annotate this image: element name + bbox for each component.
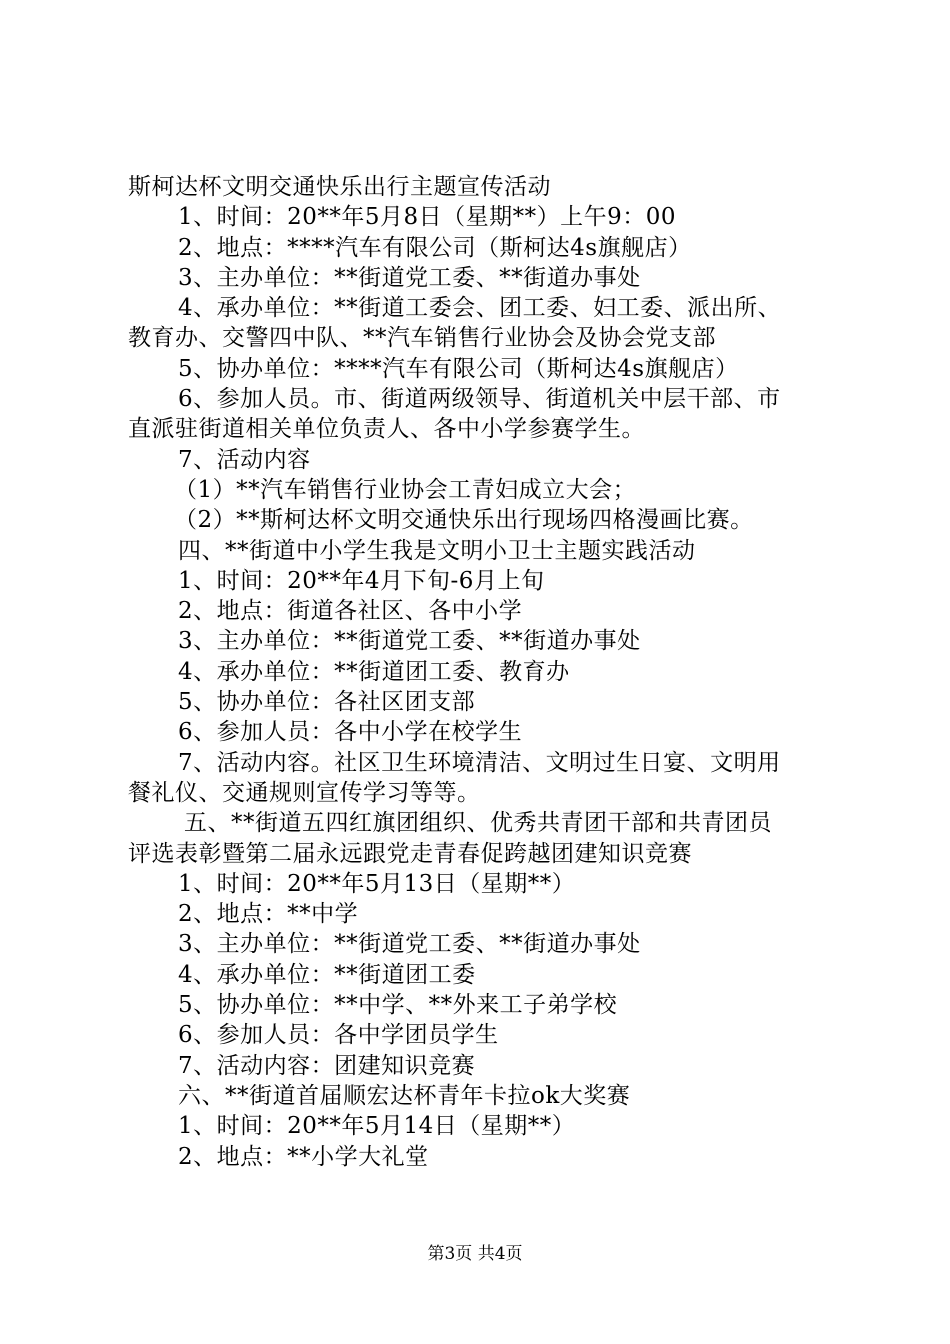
- paragraph-line: 4、承办单位：**街道工委会、团工委、妇工委、派出所、: [178, 295, 782, 322]
- paragraph-line: 6、参加人员。市、街道两级领导、街道机关中层干部、市: [178, 386, 781, 413]
- page-footer: 第3页 共4页: [427, 1244, 523, 1264]
- section-heading: 五、**街道五四红旗团组织、优秀共青团干部和共青团员: [184, 810, 772, 837]
- paragraph-line: 5、协办单位：**中学、**外来工子弟学校: [178, 992, 618, 1019]
- paragraph-line: 2、地点：**中学: [178, 901, 359, 928]
- paragraph-line: 7、活动内容。社区卫生环境清洁、文明过生日宴、文明用: [178, 749, 781, 776]
- paragraph-line: 4、承办单位：**街道团工委、教育办: [178, 658, 570, 685]
- paragraph-line: 1、时间：20**年5月8日（星期**）上午9：00: [178, 204, 677, 231]
- paragraph-line: 餐礼仪、交通规则宣传学习等等。: [128, 779, 481, 806]
- paragraph-line: 5、协办单位：各社区团支部: [178, 689, 476, 716]
- paragraph-line: 3、主办单位：**街道党工委、**街道办事处: [178, 264, 641, 291]
- section-heading: 四、**街道中小学生我是文明小卫士主题实践活动: [178, 537, 696, 564]
- paragraph-line: 1、时间：20**年4月下旬-6月上旬: [178, 567, 545, 594]
- section-heading: 六、**街道首届顺宏达杯青年卡拉ok大奖赛: [178, 1082, 631, 1109]
- paragraph-line: 教育办、交警四中队、**汽车销售行业协会及协会党支部: [128, 325, 716, 352]
- paragraph-line: 2、地点：****汽车有限公司（斯柯达4s旗舰店）: [178, 234, 692, 261]
- paragraph-line: 7、活动内容: [178, 446, 311, 473]
- paragraph-line: 3、主办单位：**街道党工委、**街道办事处: [178, 931, 641, 958]
- paragraph-line: 1、时间：20**年5月13日（星期**）: [178, 870, 576, 897]
- paragraph-line: 2、地点：街道各社区、各中小学: [178, 598, 523, 625]
- document-body: [128, 172, 833, 1172]
- paragraph-line: 6、参加人员：各中学团员学生: [178, 1022, 499, 1049]
- paragraph-line: （1）**汽车销售行业协会工青妇成立大会；: [174, 476, 637, 503]
- paragraph-line: 7、活动内容：团建知识竞赛: [178, 1052, 476, 1079]
- paragraph-line: 5、协办单位：****汽车有限公司（斯柯达4s旗舰店）: [178, 355, 739, 382]
- section-title: 斯柯达杯文明交通快乐出行主题宣传活动: [128, 174, 551, 200]
- paragraph-line: 3、主办单位：**街道党工委、**街道办事处: [178, 628, 641, 655]
- paragraph-line: （2）**斯柯达杯文明交通快乐出行现场四格漫画比赛。: [174, 507, 754, 534]
- paragraph-line: 直派驻街道相关单位负责人、各中小学参赛学生。: [128, 416, 645, 443]
- paragraph-line: 2、地点：**小学大礼堂: [178, 1143, 429, 1170]
- paragraph-line: 4、承办单位：**街道团工委: [178, 961, 476, 988]
- section-heading-continued: 评选表彰暨第二届永远跟党走青春促跨越团建知识竞赛: [128, 840, 692, 867]
- paragraph-line: 1、时间：20**年5月14日（星期**）: [178, 1113, 576, 1140]
- paragraph-line: 6、参加人员：各中小学在校学生: [178, 719, 523, 746]
